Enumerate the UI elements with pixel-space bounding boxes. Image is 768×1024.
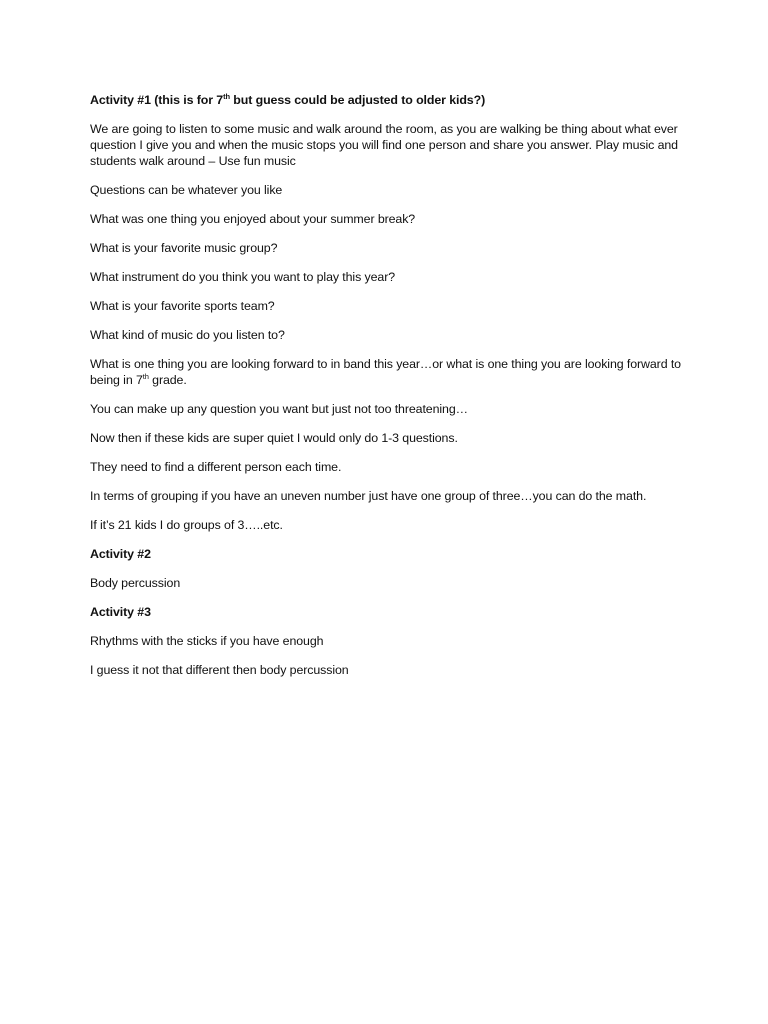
- question-5: What kind of music do you listen to?: [90, 328, 285, 342]
- question-6-text-end: grade.: [148, 373, 187, 387]
- question-6: [90, 356, 690, 388]
- note-grouping: In terms of grouping if you have an uneven number just have one group of three…you can do the math.: [90, 489, 647, 503]
- question-3: What instrument do you think you want to play this year?: [90, 270, 396, 284]
- activity-1-heading-text-end: but guess could be adjusted to older kids?): [229, 93, 486, 107]
- question-1: What was one thing you enjoyed about your summer break?: [90, 212, 416, 226]
- activity-3-heading: Activity #3: [90, 605, 151, 619]
- activity-2-body: Body percussion: [90, 576, 181, 590]
- question-2: What is your favorite music group?: [90, 241, 278, 255]
- document-body: [90, 92, 690, 691]
- superscript-th: th: [223, 91, 230, 101]
- activity-2-heading: Activity #2: [90, 547, 151, 561]
- note-groups-of-three: If it’s 21 kids I do groups of 3…..etc.: [90, 518, 283, 532]
- questions-note: Questions can be whatever you like: [90, 183, 283, 197]
- activity-3-body: Rhythms with the sticks if you have enough: [90, 634, 324, 648]
- superscript-th: th: [142, 371, 149, 381]
- note-make-up-questions: You can make up any question you want but just not too threatening…: [90, 402, 468, 416]
- activity-1-intro: We are going to listen to some music and walk around the room, as you are walking be thing about what ever question I give you and when the music stops you will find one person and share you answer. Play music and students walk around – Use fun music: [90, 122, 678, 168]
- closing-note: I guess it not that different then body percussion: [90, 663, 349, 677]
- note-different-person: They need to find a different person each time.: [90, 460, 342, 474]
- activity-1-heading-text: Activity #1 (this is for 7: [90, 93, 224, 107]
- question-6-text: What is one thing you are looking forward to in band this year…or what is one thing you are looking forward to being in 7: [90, 357, 681, 387]
- activity-1-heading: [90, 92, 690, 108]
- question-4: What is your favorite sports team?: [90, 299, 275, 313]
- note-quiet-kids: Now then if these kids are super quiet I would only do 1-3 questions.: [90, 431, 458, 445]
